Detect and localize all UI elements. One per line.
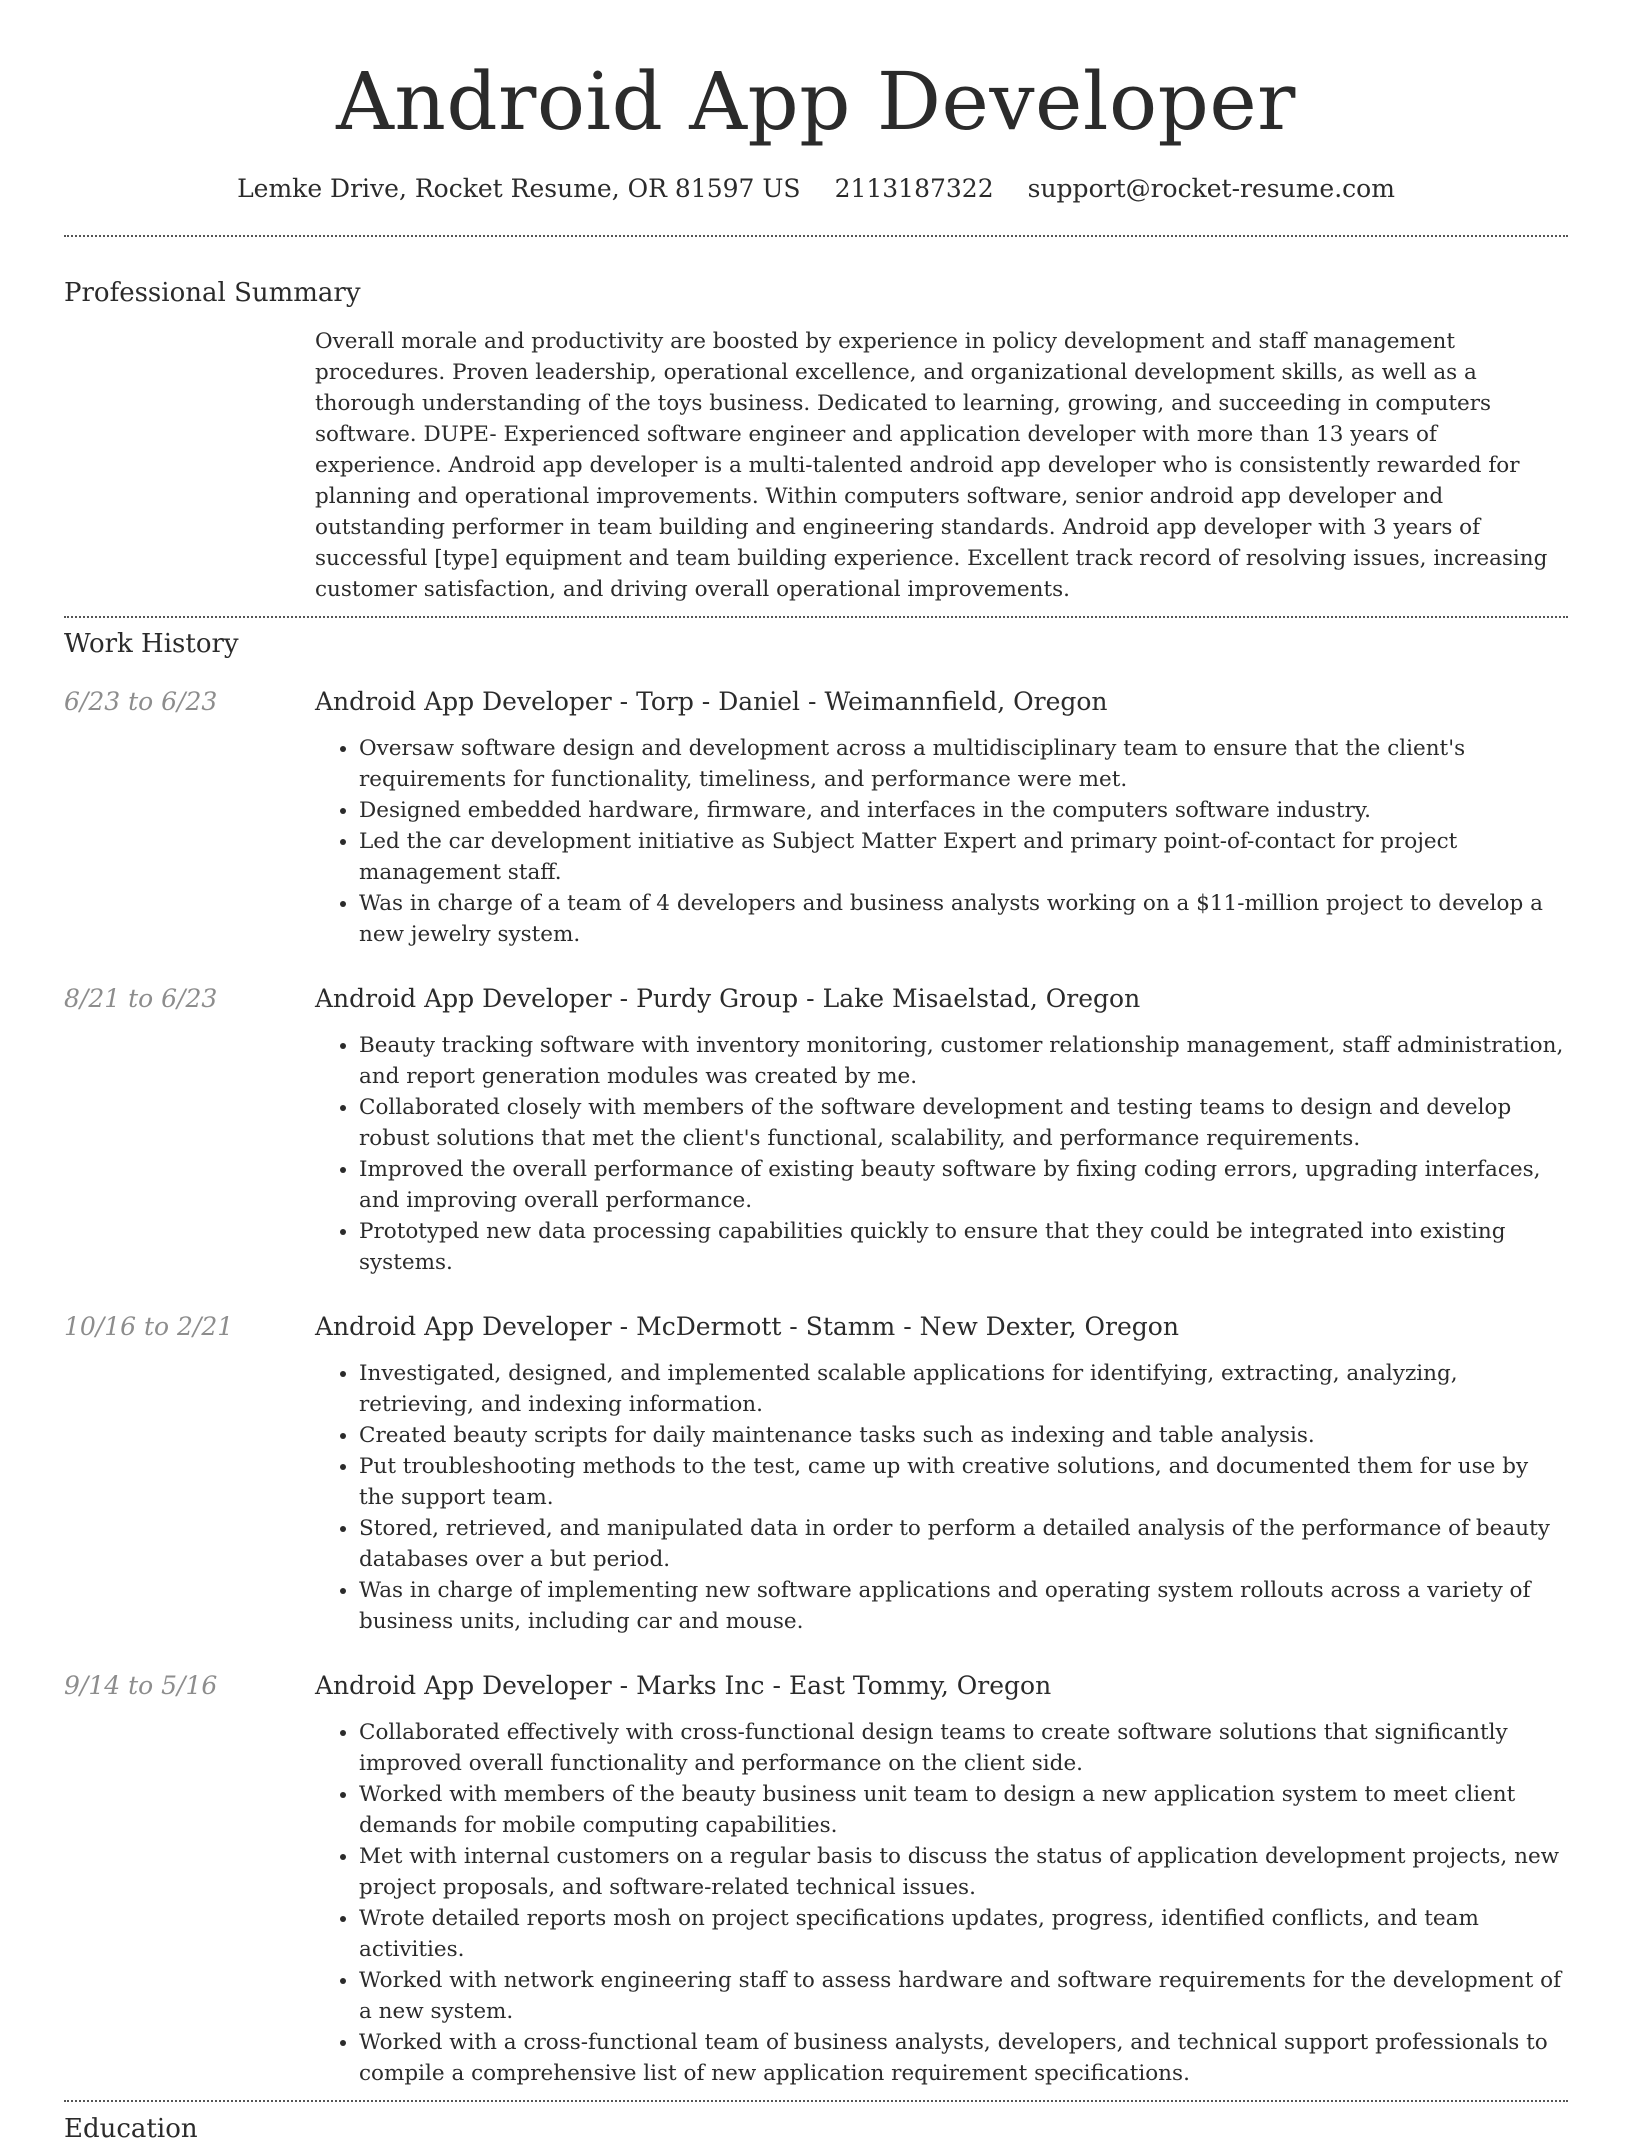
bullet-item: • Worked with network engineering staff to assess hardware and software requirements for the development of a new system. (359, 1965, 1568, 2027)
job-company: Marks Inc (636, 1671, 765, 1700)
bullet-item: • Wrote detailed reports mosh on project specifications updates, progress, identified conflicts, and team activities. (359, 1903, 1568, 1965)
work-entry (64, 685, 1568, 950)
job-company: Purdy Group (636, 984, 799, 1013)
work-entry-bullets (315, 1358, 1568, 1637)
contact-line (64, 172, 1568, 206)
job-location: Weimannfield, Oregon (824, 687, 1108, 716)
bullet-item: • Put troubleshooting methods to the test, came up with creative solutions, and documented them for use by the support team. (359, 1451, 1568, 1513)
education-section-title: Education (64, 2114, 198, 2144)
summary-text: Overall morale and productivity are boosted by experience in policy development and staff management procedures. Proven leadership, operational excellence, and organizational development skills, as well as a thorough understanding of the toys business. Dedicated to learning, growing, and succeeding in computers software. DUPE- Experienced software engineer and application developer with more than 13 years of experience. Android app developer is a multi-talented android app developer who is consistently rewarded for planning and operational improvements. Within computers software, senior android app developer and outstanding performer in team building and engineering standards. Android app developer with 3 years of successful [type] equipment and team building experience. Excellent track record of resolving issues, increasing customer satisfaction, and driving overall operational improvements. (315, 329, 1548, 602)
work-entry-body (315, 1310, 1568, 1637)
job-company: McDermott - Stamm (636, 1312, 896, 1341)
bullet-item: • Beauty tracking software with inventory monitoring, customer relationship management, staff administration, and report generation modules was created by me. (359, 1030, 1568, 1092)
job-role: Android App Developer (315, 1671, 612, 1700)
bullet-item: • Designed embedded hardware, firmware, and interfaces in the computers software industry. (359, 795, 1568, 826)
bullet-item: • Was in charge of a team of 4 developers and business analysts working on a $11-million project to develop a new jewelry system. (359, 888, 1568, 950)
bullet-item: • Collaborated closely with members of the software development and testing teams to design and develop robust solutions that met the client's functional, scalability, and performance requirements. (359, 1092, 1568, 1154)
work-entry (64, 1669, 1568, 2089)
work-entry (64, 982, 1568, 1278)
bullet-item: • Worked with members of the beauty business unit team to design a new application system to meet client demands for mobile computing capabilities. (359, 1779, 1568, 1841)
work-entry-bullets (315, 733, 1568, 950)
summary-section-title: Professional Summary (64, 278, 361, 308)
job-location: New Dexter, Oregon (919, 1312, 1179, 1341)
work-entry-heading (315, 982, 1568, 1016)
section-divider (64, 2100, 1568, 2102)
resume-page (64, 0, 1568, 2146)
heading-separator: - (806, 984, 815, 1013)
work-entry-dates: 6/23 to 6/23 (64, 687, 218, 716)
bullet-item: • Investigated, designed, and implemented scalable applications for identifying, extracting, analyzing, retrieving, and indexing information. (359, 1358, 1568, 1420)
contact-email[interactable]: support@rocket-resume.com (1027, 174, 1395, 203)
contact-address: Lemke Drive, Rocket Resume, OR 81597 US (237, 174, 801, 203)
work-entry-body (315, 982, 1568, 1278)
work-entry-bullets (315, 1030, 1568, 1278)
job-role: Android App Developer (315, 984, 612, 1013)
work-entry-dates: 8/21 to 6/23 (64, 984, 218, 1013)
work-entry-heading (315, 685, 1568, 719)
bullet-item: • Oversaw software design and development across a multidisciplinary team to ensure that the client's requirements for functionality, timeliness, and performance were met. (359, 733, 1568, 795)
heading-separator: - (619, 1312, 629, 1341)
bullet-item: • Led the car development initiative as Subject Matter Expert and primary point-of-contact for project management staff. (359, 826, 1568, 888)
bullet-item: • Created beauty scripts for daily maintenance tasks such as indexing and table analysis. (359, 1420, 1568, 1451)
resume-name: Android App Developer (336, 55, 1296, 148)
section-divider (64, 616, 1568, 618)
heading-separator: - (619, 984, 629, 1013)
work-entry-heading (315, 1310, 1568, 1344)
bullet-item: • Improved the overall performance of existing beauty software by fixing coding errors, upgrading interfaces, and improving overall performance. (359, 1154, 1568, 1216)
bullet-item: • Stored, retrieved, and manipulated data in order to perform a detailed analysis of the performance of beauty databases over a but period. (359, 1513, 1568, 1575)
bullet-item: • Worked with a cross-functional team of business analysts, developers, and technical support professionals to compile a comprehensive list of new application requirement specifications. (359, 2027, 1568, 2089)
heading-separator: - (772, 1671, 781, 1700)
job-company: Torp - Daniel (636, 687, 801, 716)
heading-separator: - (808, 687, 817, 716)
work-entry-body (315, 1669, 1568, 2089)
job-location: Lake Misaelstad, Oregon (822, 984, 1141, 1013)
heading-separator: - (903, 1312, 912, 1341)
heading-separator: - (619, 687, 629, 716)
job-role: Android App Developer (315, 1312, 612, 1341)
job-role: Android App Developer (315, 687, 612, 716)
section-divider (64, 235, 1568, 237)
work-entry-dates: 10/16 to 2/21 (64, 1312, 234, 1341)
bullet-item: • Met with internal customers on a regular basis to discuss the status of application development projects, new project proposals, and software-related technical issues. (359, 1841, 1568, 1903)
work-history-list (64, 685, 1568, 2089)
work-history-section-title: Work History (64, 629, 239, 659)
work-entry-dates: 9/14 to 5/16 (64, 1671, 218, 1700)
job-location: East Tommy, Oregon (788, 1671, 1052, 1700)
heading-separator: - (619, 1671, 629, 1700)
work-entry (64, 1310, 1568, 1637)
bullet-item: • Collaborated effectively with cross-functional design teams to create software solutions that significantly improved overall functionality and performance on the client side. (359, 1717, 1568, 1779)
bullet-item: • Was in charge of implementing new software applications and operating system rollouts across a variety of business units, including car and mouse. (359, 1575, 1568, 1637)
work-entry-bullets (315, 1717, 1568, 2089)
work-entry-heading (315, 1669, 1568, 1703)
bullet-item: • Prototyped new data processing capabilities quickly to ensure that they could be integrated into existing systems. (359, 1216, 1568, 1278)
work-entry-body (315, 685, 1568, 950)
contact-phone: 2113187322 (834, 174, 994, 203)
